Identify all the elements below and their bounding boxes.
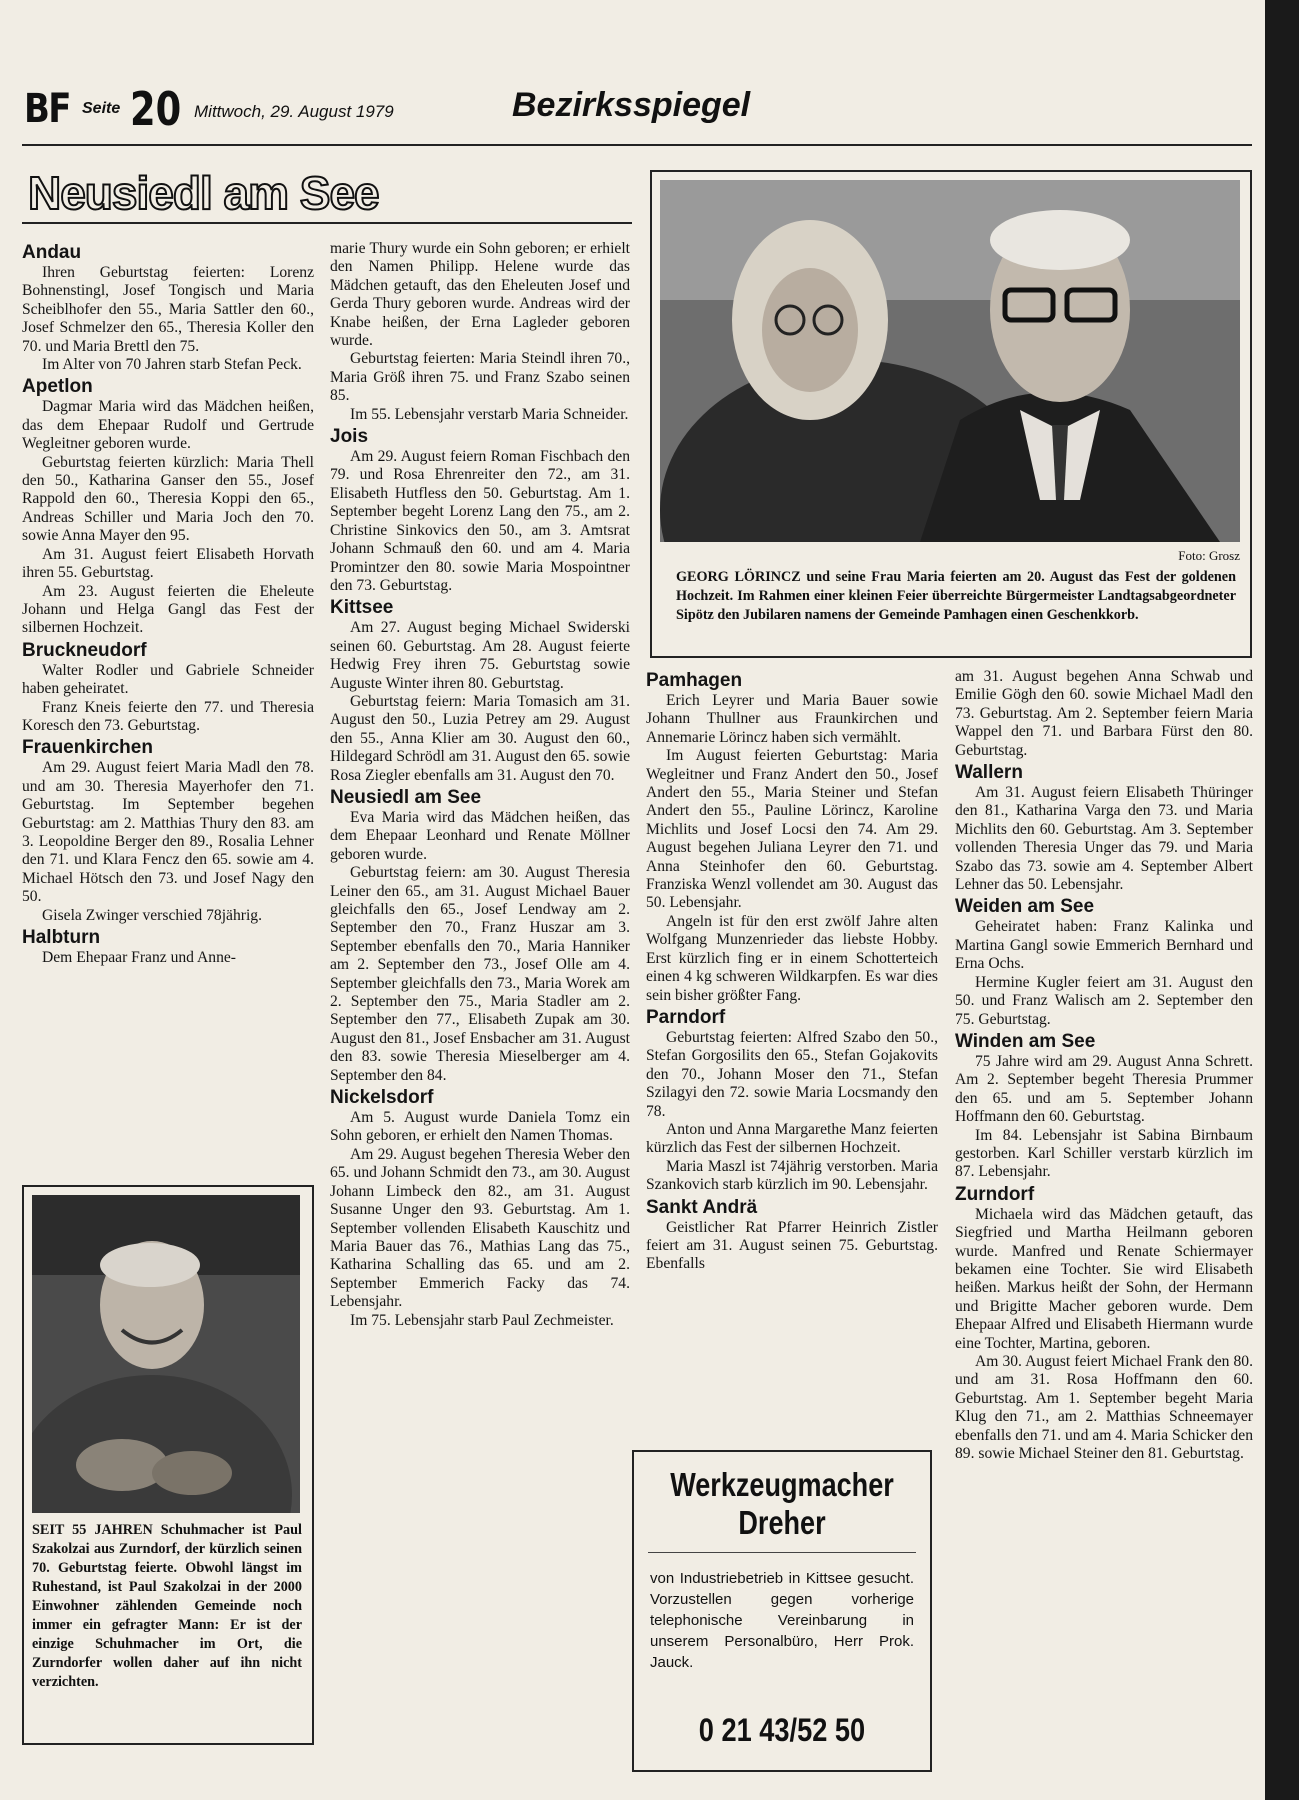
ad-headline-line-2: Dreher [738,1504,826,1541]
page-label: Seite [82,100,121,117]
article-paragraph: Im 55. Lebensjahr verstarb Maria Schneider. [350,405,629,423]
article-paragraph: Ihren Geburtstag feierten: Lorenz Bohnenstingl, Josef Tongisch und Maria Scheiblhofer den 55., Maria Sattler den 60., Josef Schmelzer den 65., Theresia Koller den 70. und Maria Brettl den 75. [22,264,314,355]
article-paragraph: Dagmar Maria wird das Mädchen heißen, das dem Ehepaar Rudolf und Gertrude Wegleitner geboren wurde. [22,398,314,453]
scan-edge [1265,0,1299,1800]
locality-heading: Kittsee [330,597,394,619]
article-paragraph: Am 31. August feiern Elisabeth Thüringer den 81., Katharina Varga den 73. und Maria Michlits den 60. Geburtstag. Am 3. September vollenden Theresia Unger das 79. und Maria Szabo das 73. sowie am 4. September Albert Lehner das 50. Lebensjahr. [955,784,1253,894]
article-paragraph: Am 29. August feiern Roman Fischbach den 79. und Rosa Ehrenreiter den 72., am 31. Elisabeth Hutfless den 50. Geburtstag. Am 1. September begeht Lorenz Lang den 75., am 2. Christine Sinkovics den 50., am 3. Amtsrat Johann Schmauß den 60. und am 4. Maria Promintzer den 80. sowie Maria Mospointner den 73. Geburtstag. [330,448,630,594]
article-paragraph: Eva Maria wird das Mädchen heißen, das dem Ehepaar Leonhard und Renate Möllner geboren wurde. [330,808,630,863]
article-paragraph: Am 30. August feiert Michael Frank den 80. und am 31. Rosa Hoffmann den 60. Geburtstag. Am 1. September begeht Maria Klug den 71., am 2. Matthias Schneemayer ebenfalls den 71. und am 4. Maria Schicker den 89. sowie Michael Steiner den 81. Geburtstag. [955,1353,1253,1463]
article-paragraph: Am 5. August wurde Daniela Tomz ein Sohn geboren, er erhielt den Namen Thomas. [330,1109,630,1145]
photo-credit: Foto: Grosz [1178,548,1240,563]
couple-image [660,180,1240,542]
locality-heading: Jois [330,426,369,448]
locality-heading: Bruckneudorf [22,639,147,661]
article-paragraph: Anton und Anna Margarethe Manz feierten kürzlich das Fest der silbernen Hochzeit. [646,1120,938,1157]
locality-heading: Parndorf [646,1006,726,1028]
article-paragraph: 75 Jahre wird am 29. August Anna Schrett. Am 2. September begeht Theresia Prummer den 65. und am 5. September Johann Hoffmann den 60. Geburtstag. [955,1052,1253,1126]
shoemaker-image [32,1195,300,1513]
ad-divider [648,1552,916,1553]
title-rule [22,222,632,224]
photo-couple [660,180,1240,542]
article-paragraph: Geheiratet haben: Franz Kalinka und Martina Gangl sowie Emmerich Bernhard und Erna Ochs. [955,918,1253,973]
article-paragraph: Am 29. August feiert Maria Madl den 78. und am 30. Theresia Mayerhofer den 71. Geburtstag. Im September begehen Geburtstag: am 2. Matthias Thury den 83. am 3. Leopoldine Berger den 89., Rosalia Lehner den 71. und Klara Fencz den 65. sowie am 4. Michael Hötsch den 73. und Josef Nagy den 50. [22,759,314,906]
article-paragraph: Franz Kneis feierte den 77. und Theresia Koresch den 73. Geburtstag. [22,698,314,734]
article-paragraph: Geistlicher Rat Pfarrer Heinrich Zistler feiert am 31. August seinen 75. Geburtstag. Ebenfalls [646,1218,938,1273]
locality-heading: Neusiedl am See [330,786,482,808]
text-column-3 [646,668,938,1274]
ad-headline-line-1: Werkzeugmacher [670,1466,894,1503]
article-paragraph: am 31. August begehen Anna Schwab und Emilie Gögh den 60. sowie Michael Madl den 73. Geburtstag. Am 2. September feiern Maria Wappel den 71. und Barbara Fürst den 80. Geburtstag. [955,668,1253,759]
text-column-2 [330,240,630,1330]
locality-heading: Halbturn [22,927,101,948]
locality-heading: Zurndorf [955,1183,1035,1205]
page-header [22,82,1252,142]
article-paragraph: Geburtstag feierten kürzlich: Maria Thell den 50., Katharina Ganser den 55., Josef Rappold den 60., Theresia Koppi den 65., Andreas Schiller und Maria Joch den 70. sowie Anna Mayer den 95. [22,453,314,545]
locality-heading: Nickelsdorf [330,1087,434,1109]
photo-box-shoemaker [22,1185,314,1745]
ad-headline [661,1466,904,1542]
locality-heading: Andau [22,242,82,263]
article-paragraph: Michaela wird das Mädchen getauft, das Siegfried und Martha Heilmann geboren wurde. Manfred und Renate Schiermayer bekamen eine Tochter. Sie wird Elisabeth heißen. Markus heißt der Sohn, der Hermann und Brigitte Macher geboren wurde. Dem Ehepaar Alfred und Elisabeth Hiermann wurde eine Tochter, Martina, geboren. [955,1205,1253,1352]
photo-box-couple [650,170,1252,658]
header-rule [22,144,1252,146]
article-paragraph: Gisela Zwinger verschied 78jährig. [42,906,262,924]
ad-phone-number: 0 21 43/52 50 [698,1712,866,1748]
article-paragraph: Angeln ist für den erst zwölf Jahre alten Wolfgang Munzenrieder das liebste Hobby. Erst kürzlich fing er in einem Schotterteich einen 4 kg schweren Wildkarpfen. Es war dies sein bisher größter Fang. [646,912,938,1004]
article-paragraph: Am 23. August feierten die Eheleute Johann und Helga Gangl das Fest der silbernen Hochzeit. [22,582,314,637]
job-advertisement [632,1450,932,1772]
article-paragraph: Geburtstag feiern: am 30. August Theresia Leiner den 65., am 31. August Michael Bauer gleichfalls den 65., Josef Lendway am 2. September den 70., Franz Huszar am 3. September ebenfalls den 70., Maria Hanniker am 2. September den 73., Josef Olle am 4. September gleichfalls den 73., Maria Worek am 2. September den 75., Maria Stadler am 2. September den 77., Elisabeth Zupak am 30. August den 81., Josef Ensbacher am 31. August den 83. sowie Theresia Mieselberger am 4. September den 84. [330,864,630,1084]
article-paragraph: Maria Maszl ist 74jährig verstorben. Maria Szankovich starb kürzlich im 90. Lebensjahr. [646,1157,938,1194]
article-paragraph: Erich Leyrer und Maria Bauer sowie Johann Thullner aus Fraunkirchen und Annemarie Lörincz haben sich vermählt. [646,692,938,746]
article-paragraph: Geburtstag feierten: Maria Steindl ihren 70., Maria Größ ihren 75. und Franz Szabo seinen 85. [330,350,630,405]
locality-heading: Apetlon [22,376,93,398]
locality-heading: Pamhagen [646,670,743,691]
article-paragraph: Am 27. August beging Michael Swiderski seinen 60. Geburtstag. Am 28. August feierte Hedwig Frey ihren 75. Geburtstag sowie Auguste Winter ihren 80. Geburtstag. [330,619,630,692]
article-paragraph: Hermine Kugler feiert am 31. August den 50. und Franz Walisch am 2. September den 75. Geburtstag. [955,973,1253,1028]
article-paragraph: Dem Ehepaar Franz und Anne- [42,949,236,966]
photo-caption-couple: GEORG LÖRINCZ und seine Frau Maria feierten am 20. August das Fest der goldenen Hochzeit. Im Rahmen einer kleinen Feier überreichte Bürgermeister Landtagsabgeordneter Sipötz den Jubilaren namens der Gemeinde Pamhagen einen Geschenkkorb. [676,569,1236,623]
issue-date: Mittwoch, 29. August 1979 [194,102,394,121]
article-paragraph: Walter Rodler und Gabriele Schneider haben geheiratet. [22,661,314,698]
page-title: Neusiedl am See [28,167,379,219]
article-paragraph: Im August feierten Geburtstag: Maria Wegleitner und Franz Andert den 50., Josef Andert den 55., Maria Steiner und Stefan Andert den 55., Pauline Lörincz, Karoline Michlits und Josef Locsi den 74. Am 29. August begehen Juliana Leyrer den 71. und Anna Steinhofer den 60. Geburtstag. Franziska Wenzl vollendet am 30. August das 50. Lebensjahr. [646,747,938,912]
newspaper-logo: BF [24,86,70,132]
ad-body: von Industriebetrieb in Kittsee gesucht. Vorzustellen gegen vorherige telephonische Vereinbarung in unserem Personalbüro, Herr Prok. Jauck. [650,1570,914,1671]
article-paragraph: Im 84. Lebensjahr ist Sabina Birnbaum gestorben. Karl Schiller verstarb kürzlich im 87. Lebensjahr. [955,1126,1253,1181]
locality-heading: Wallern [955,762,1023,784]
locality-heading: Winden am See [955,1030,1096,1052]
photo-shoemaker [32,1195,300,1513]
article-paragraph: Am 31. August feiert Elisabeth Horvath ihren 55. Geburtstag. [22,545,314,582]
article-paragraph: Geburtstag feierten: Alfred Szabo den 50., Stefan Gorgosilits den 65., Stefan Gojakovits den 70., Johann Moser den 71., Stefan Szilagyi den 72. sowie Maria Locsmandy den 78. [646,1028,938,1120]
article-paragraph: Im Alter von 70 Jahren starb Stefan Peck. [42,356,302,374]
text-column-1 [22,240,314,967]
locality-heading: Frauenkirchen [22,737,153,759]
locality-heading: Sankt Andrä [646,1196,758,1218]
section-title: Bezirksspiegel [512,86,751,124]
page-number: 20 [130,82,182,136]
photo-caption-shoemaker: SEIT 55 JAHREN Schuhmacher ist Paul Szakolzai aus Zurndorf, der kürzlich seinen 70. Geburtstag feierte. Obwohl längst im Ruhestand, ist Paul Szakolzai in der 2000 Einwohner zählenden Gemeinde noch immer ein gefragter Mann: Er ist der einzige Schuhmacher im Ort, die Zurndorfer wollen daher auf ihn nicht verzichten. [32,1522,302,1690]
article-paragraph: Am 29. August begehen Theresia Weber den 65. und Johann Schmidt den 73., am 30. August Johann Limbeck den 82., am 31. August Susanne Unger den 93. Geburtstag. Am 1. September vollenden Elisabeth Kauschitz und Maria Bauer das 76., Mathias Lang das 75., Katharina Schalling das 65. und am 2. September Emmerich Facky das 74. Lebensjahr. [330,1145,630,1311]
article-paragraph: Geburtstag feiern: Maria Tomasich am 31. August den 50., Luzia Petrey am 29. August den 55., Anna Klier am 30. August den 60., Hildegard Schrödl am 31. August den 65. sowie Rosa Ziegler ebenfalls am 31. August den 70. [330,692,630,784]
article-paragraph: Im 75. Lebensjahr starb Paul Zechmeister. [350,1311,614,1329]
article-paragraph: marie Thury wurde ein Sohn geboren; er erhielt den Namen Philipp. Helene wurde das Mädchen getauft, das den Eheleuten Josef und Gerda Thury geboren wurde. Andreas wird der Knabe heißen, der Erna Lagleder geboren wurde. [330,240,630,350]
text-column-4 [955,668,1253,1463]
locality-heading: Weiden am See [955,896,1095,918]
